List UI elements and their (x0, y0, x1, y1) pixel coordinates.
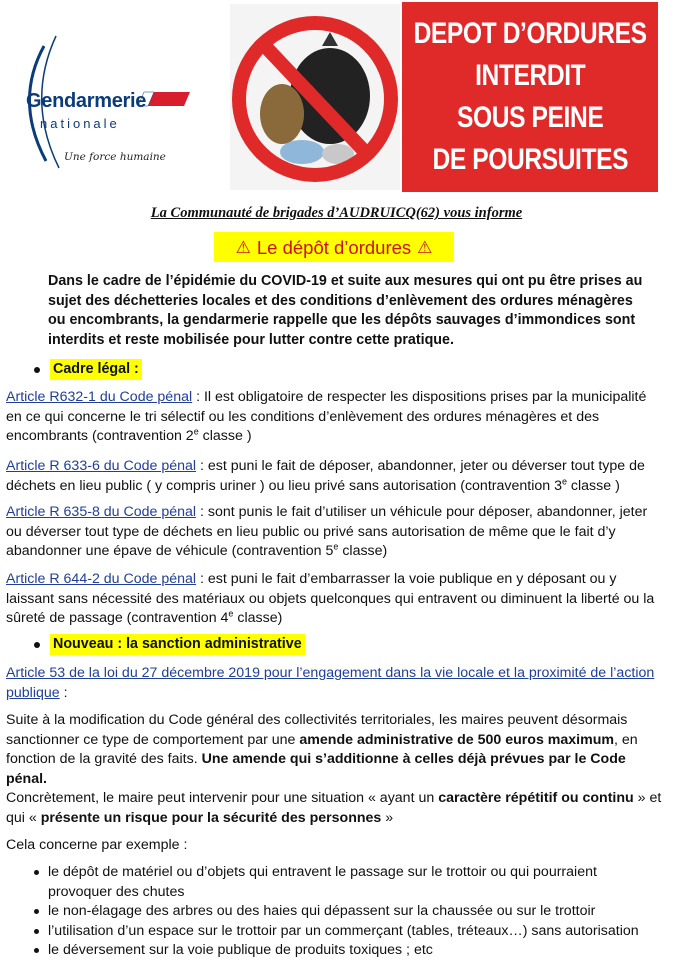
logo-title: Gendarmerie (26, 90, 147, 112)
article-link[interactable]: Article R 635-8 du Code pénal (6, 504, 197, 520)
text-bold: caractère répétitif ou continu (438, 790, 634, 806)
list-item (34, 902, 664, 922)
sanction-paragraph (6, 711, 662, 789)
banner-line: INTERDIT (474, 59, 586, 92)
article-text: : (59, 684, 68, 701)
concretement-paragraph (6, 789, 662, 828)
header (0, 0, 673, 196)
article-text: classe) (233, 610, 283, 626)
article-paragraph (6, 570, 662, 629)
article-paragraph (6, 388, 662, 447)
text: » (381, 809, 394, 826)
examples-list (34, 863, 664, 960)
article-text: : Il est obligatoire de respecter les dispositions prises par la municipalité en ce qui concerne le tri sélectif ou les conditions d’enlèvement des ordures ménagères et des encombrants (contravention 2 (6, 389, 647, 444)
text: Suite à la modification du Code général des collectivités territoriales, les maires peuvent désormais sanctionner ce type de comportement par une (6, 712, 628, 748)
bullet-icon (34, 642, 40, 648)
section-heading-label: Cadre légal : (50, 359, 142, 380)
article-text: classe) (338, 543, 388, 559)
banner-line: SOUS PEINE (456, 101, 604, 134)
banner-line: DE POURSUITES (432, 143, 628, 176)
article-paragraph (6, 503, 662, 562)
superscript: e (561, 475, 567, 486)
article-text: : sont punis le fait d’utiliser un véhicule pour déposer, abandonner, jeter ou déverser tout type de déchets en lieu public ou privé sans autorisation de même que le fait d’y abandonner une épave de véhicule (contravention 5 (6, 504, 648, 559)
text: » et qui « (6, 790, 662, 826)
brigade-heading: La Communauté de brigades d’AUDRUICQ(62) vous informe (150, 205, 523, 221)
list-item (34, 863, 664, 902)
text: Concrètement, le maire peut intervenir pour une situation « ayant un (6, 790, 439, 806)
text-bold: présente un risque pour la sécurité des personnes (40, 809, 382, 826)
text-bold: amende administrative de 500 euros maximum (299, 731, 615, 748)
logo-subtitle: nationale (40, 116, 120, 131)
superscript: e (193, 426, 199, 437)
bullet-icon (34, 929, 39, 934)
intro-paragraph: Dans le cadre de l’épidémie du COVID-19 et suite aux mesures qui ont pu être prises au sujet des déchetteries locales et des conditions d’enlèvement des ordures ménagères ou encombrants, la gendarmerie rappelle que les dépôts sauvages d’immondices sont interdits et reste mobilisée pour lutter contre cette pratique. (48, 273, 643, 348)
law-article-link[interactable]: Article 53 de la loi du 27 décembre 2019 pour l’engagement dans la vie locale et la proximité de l’action publique (6, 665, 655, 701)
title-text: Le dépôt d’ordures (256, 236, 412, 258)
list-item-text: le dépôt de matériel ou d’objets qui entravent le passage sur le trottoir ou qui pourraient provoquer des chutes (48, 864, 597, 900)
logo-slogan: Une force humaine (64, 151, 166, 163)
law-article-paragraph (6, 664, 662, 703)
article-paragraph (6, 457, 662, 496)
bullet-icon (34, 870, 39, 875)
article-link[interactable]: Article R632-1 du Code pénal (6, 389, 193, 405)
list-item (34, 941, 664, 960)
article-text: classe ) (566, 477, 620, 494)
article-link[interactable]: Article R 633-6 du Code pénal (6, 458, 197, 474)
bullet-icon (34, 948, 39, 953)
warning-banner (402, 2, 658, 192)
page-title (214, 232, 454, 262)
superscript: e (333, 541, 339, 552)
warning-icon: ⚠ (235, 237, 251, 257)
examples-intro: Cela concerne par exemple : (6, 837, 188, 853)
section-heading-label: Nouveau : la sanction administrative (50, 634, 305, 655)
list-item (34, 922, 664, 942)
article-text: : est puni le fait d’embarrasser la voie publique en y déposant ou y laissant sans nécessité des matériaux ou objets quelconques qui entravent ou diminuent la liberté ou la sûreté de passage (contravention 4 (6, 571, 655, 626)
list-item-text: l’utilisation d’un espace sur le trottoir par un commerçant (tables, tréteaux…) sans autorisation (48, 922, 639, 939)
article-text: classe ) (198, 428, 252, 444)
superscript: e (228, 608, 234, 619)
bullet-icon (34, 909, 39, 914)
bullet-icon (34, 367, 40, 373)
banner-line: DEPOT D’ORDURES (413, 17, 647, 50)
gendarmerie-logo (4, 6, 197, 176)
section-heading-nouveau (34, 634, 305, 655)
section-heading-cadre (34, 359, 142, 380)
article-link[interactable]: Article R 644-2 du Code pénal (6, 571, 197, 587)
article-text: : est puni le fait de déposer, abandonner, jeter ou déverser tout type de déchets en lieu public ( y compris uriner ) ou lieu privé sans autorisation (contravention 3 (6, 458, 645, 494)
list-item-text: le non-élagage des arbres ou des haies qui dépassent sur la chaussée ou sur le trottoir (48, 903, 596, 919)
text-bold: Une amende qui s’additionne à celles déjà prévues par le Code pénal. (6, 751, 626, 787)
warning-icon: ⚠ (417, 237, 433, 257)
text: , en fonction de la gravité des faits. (6, 731, 638, 767)
no-dumping-icon (230, 4, 400, 190)
list-item-text: le déversement sur la voie publique de produits toxiques ; etc (48, 942, 433, 958)
